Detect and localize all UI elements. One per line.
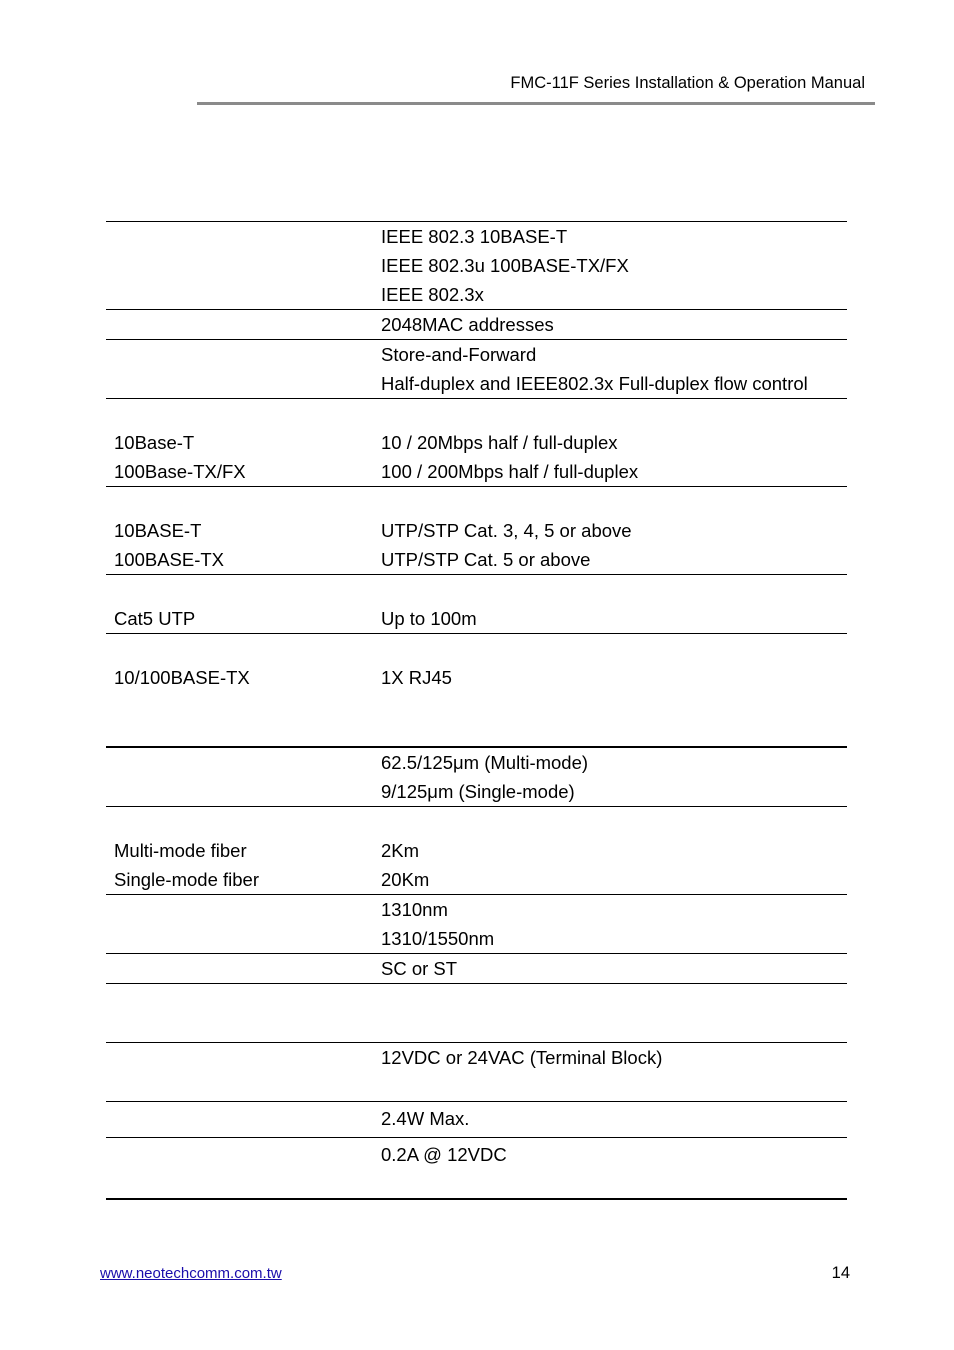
standard-value: IEEE 802.3x [381,284,484,305]
fiber-distance-value: 2Km [381,840,420,861]
fiber-cable-value: 9/125μm (Single-mode) [381,781,575,802]
power-spec-table [106,1042,847,1200]
network-spec-table [106,221,847,692]
speed-value: 100 / 200Mbps half / full-duplex [381,461,639,482]
speed-label: 10Base-T [114,432,195,453]
power-input-value: 12VDC or 24VAC (Terminal Block) [381,1047,663,1068]
speed-label: 100Base-TX/FX [114,461,246,482]
standard-value: IEEE 802.3 10BASE-T [381,226,568,247]
fiber-cable-row [106,748,847,807]
distance-value: Up to 100m [381,608,477,629]
connector-label: 10/100BASE-TX [114,667,250,688]
website-link[interactable]: www.neotechcomm.com.tw [100,1265,282,1282]
wavelength-value: 1310/1550nm [381,928,495,949]
speed-row [106,399,847,487]
cable-label: 100BASE-TX [114,549,225,570]
fiber-distance-row [106,807,847,895]
cable-value: UTP/STP Cat. 5 or above [381,549,591,570]
standard-value: IEEE 802.3u 100BASE-TX/FX [381,255,629,276]
connector-value: 1X RJ45 [381,667,452,688]
fiber-distance-value: 20Km [381,869,430,890]
power-current-row [106,1138,847,1198]
mac-table-value: 2048MAC addresses [381,314,554,335]
cable-value: UTP/STP Cat. 3, 4, 5 or above [381,520,632,541]
mac-table-row [106,310,847,340]
standards-row [106,222,847,310]
fiber-connector-value: SC or ST [381,958,458,979]
wavelength-value: 1310nm [381,899,448,920]
forwarding-row [106,340,847,399]
fiber-distance-label: Single-mode fiber [114,869,259,890]
power-input-row [106,1043,847,1102]
forwarding-value: Store-and-Forward [381,344,537,365]
connector-row [106,634,847,692]
distance-row [106,575,847,634]
power-current-value: 0.2A @ 12VDC [381,1144,507,1165]
power-consumption-value: 2.4W Max. [381,1108,470,1129]
fiber-spec-table [106,746,847,984]
distance-label: Cat5 UTP [114,608,196,629]
fiber-distance-label: Multi-mode fiber [114,840,247,861]
cable-label: 10BASE-T [114,520,202,541]
forwarding-value: Half-duplex and IEEE802.3x Full-duplex flow control [381,373,808,394]
fiber-cable-value: 62.5/125μm (Multi-mode) [381,752,589,773]
wavelength-row [106,895,847,954]
power-consumption-row [106,1102,847,1138]
page-number: 14 [831,1264,850,1282]
speed-value: 10 / 20Mbps half / full-duplex [381,432,618,453]
fiber-connector-row [106,954,847,984]
header-rule [197,102,875,105]
header-title: FMC-11F Series Installation & Operation Manual [510,74,865,92]
cable-row [106,487,847,575]
